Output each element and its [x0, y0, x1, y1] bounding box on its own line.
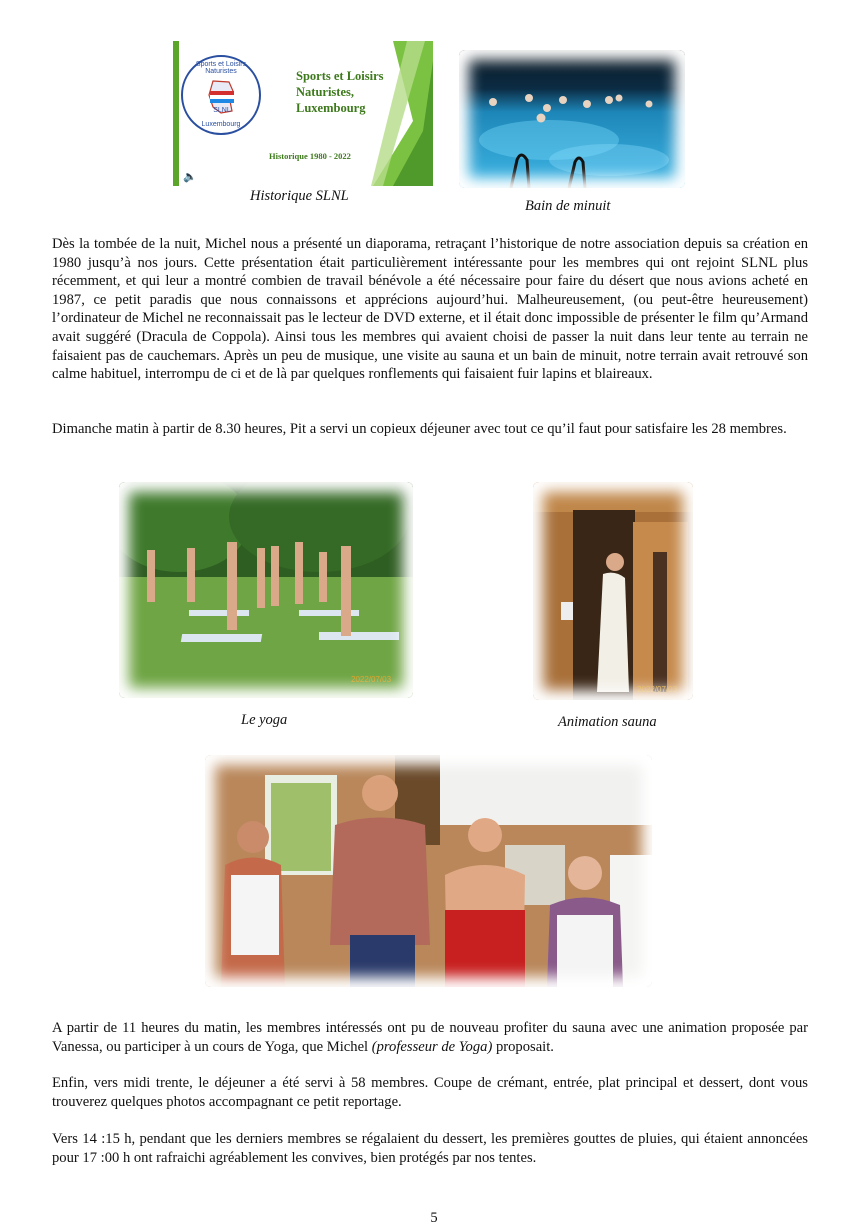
sauna-photo — [533, 482, 693, 700]
sauna-illustration — [533, 482, 693, 700]
p3-text-start: A partir de 11 heures du matin, les membres intéressés ont pu de nouveau profiter du sauna avec une animation proposée par Vanessa, ou participer à un cours de Yoga, que Michel — [52, 1020, 808, 1055]
yoga-illustration — [119, 482, 413, 698]
sauna-photo-datestamp: 2022/07/03 — [637, 685, 678, 694]
slide-title-line2: Naturistes, — [296, 85, 354, 99]
yoga-photo-datestamp: 2022/07/03 — [351, 675, 392, 684]
paragraph-diaporama: Dès la tombée de la nuit, Michel nous a présenté un diaporama, retraçant l’historique de notre association depuis sa création en 1980 jusqu’à nos jours. Cette présentation était particulièrement intéressante pour les membres qui ont rejoint SLNL plus récemment, et qui leur a montré combien de travail bénévole a été nécessaire pour faire du désert que nous avions acheté en 1987, ce petit paradis que nous connaissons et apprécions aujourd’hui. Malheureusement, (ou peut-être heureusement) l’ordinateur de Michel ne reconnaissait pas le lecteur de DVD externe, et il était donc impossible de présenter le film qu’Armand avait suggéré (Dracula de Coppola). Ainsi tous les membres qui avaient choisi de passer la nuit dans leur tente au terrain ne faisaient pas de cauchemars. Après un peu de musique, une visite au sauna et un bain de minuit, notre terrain avait retrouvé son calme habituel, interrompu de ci et de là par quelques ronflements qui faisaient fuir lapins et blaireaux. — [52, 236, 808, 383]
slide-subtitle: Historique 1980 - 2022 — [269, 151, 351, 161]
caption-bain: Bain de minuit — [525, 198, 611, 214]
slide-green-border — [173, 41, 179, 186]
yoga-photo — [119, 482, 413, 698]
bain-de-minuit-photo — [459, 50, 685, 188]
night-pool-illustration — [459, 50, 685, 188]
logo-text-bottom: Luxembourg — [201, 121, 241, 128]
p3-italic-note: (professeur de Yoga) — [371, 1038, 493, 1055]
slide-title-line1: Sports et Loisirs — [296, 69, 384, 83]
kitchen-group-photo — [205, 755, 652, 987]
page-number: 5 — [430, 1210, 438, 1226]
logo-text-top: Sports et Loisirs Naturistes — [195, 61, 247, 75]
green-chevron-decoration — [363, 41, 433, 186]
caption-yoga: Le yoga — [241, 712, 288, 728]
caption-historique: Historique SLNL — [250, 188, 349, 204]
slnl-logo — [181, 55, 261, 135]
kitchen-illustration — [205, 755, 652, 987]
slide-title-line3: Luxembourg — [296, 101, 366, 115]
paragraph-dimanche: Dimanche matin à partir de 8.30 heures, Pit a servi un copieux déjeuner avec tout ce qu’il faut pour satisfaire les 28 membres. — [52, 421, 787, 437]
p3-text-end: proposait. — [492, 1038, 554, 1055]
caption-sauna: Animation sauna — [558, 714, 657, 730]
speaker-icon: 🔈 — [183, 170, 197, 183]
luxembourg-map-icon — [203, 79, 241, 115]
paragraph-pluie: Vers 14 :15 h, pendant que les derniers membres se régalaient du dessert, les premières gouttes de pluies, qui étaient annoncées pour 17 :00 h ont rafraichi agréablement les convives, bien protégés par nos tentes. — [52, 1131, 808, 1166]
logo-mid-text: SLNL — [213, 107, 231, 114]
paragraph-sauna-yoga — [52, 1019, 808, 1056]
paragraph-dejeuner: Enfin, vers midi trente, le déjeuner a été servi à 58 membres. Coupe de crémant, entrée, plat principal et dessert, dont vous trouverez quelques photos accompagnant ce petit reportage. — [52, 1075, 808, 1110]
historique-slide-image — [173, 41, 433, 186]
